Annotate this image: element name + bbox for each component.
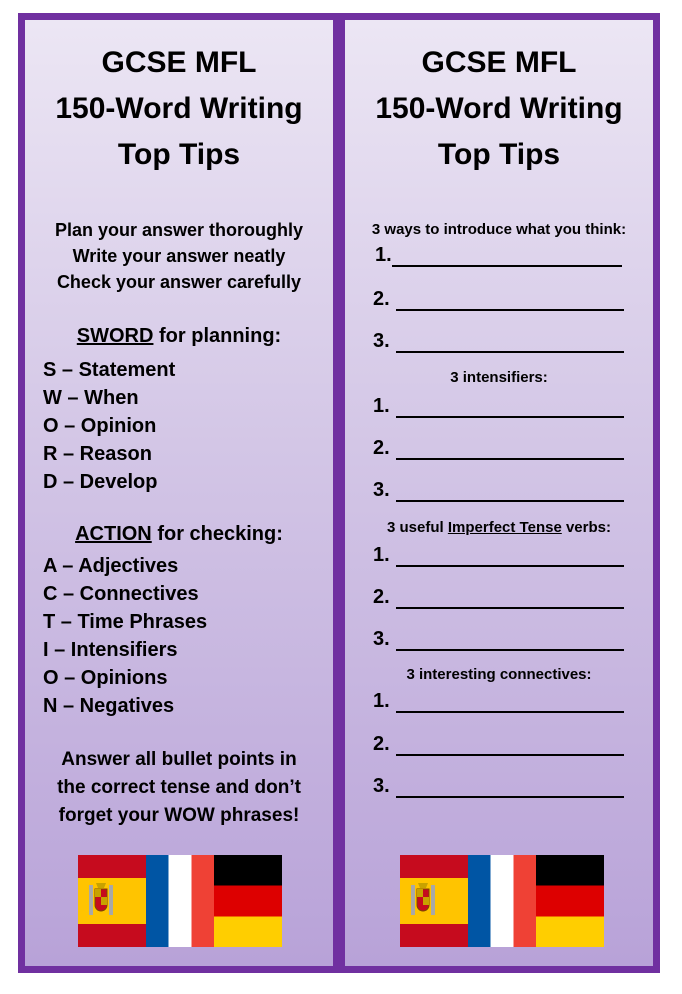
line-number: 1. [375,244,392,266]
left-bookmark [18,13,340,973]
blank-line [396,776,624,798]
line-number: 2. [373,437,390,459]
title-line: GCSE MFL [101,46,257,79]
closing-line: the correct tense and don’t [57,777,301,798]
list-item: S – Statement [43,359,176,381]
list-item: I – Intensifiers [43,639,178,661]
list-item: T – Time Phrases [43,611,208,633]
intro-line: Plan your answer thoroughly [54,220,304,240]
line-number: 3. [373,628,390,650]
answer-line-2[interactable] [373,437,624,460]
blank-line [396,629,624,651]
title-line: 150-Word Writing [375,92,623,125]
answer-line-3[interactable] [373,479,624,502]
germany-flag-icon [536,855,604,947]
intro-line: Write your answer neatly [72,246,286,266]
answer-line-3[interactable] [373,330,624,353]
answer-line-3[interactable] [373,628,624,651]
answer-line-1[interactable] [373,395,624,418]
line-number: 3. [373,330,390,352]
answer-line-2[interactable] [373,586,624,609]
section-heading [345,519,653,536]
line-number: 3. [373,479,390,501]
heading-part: 3 useful [387,519,448,536]
line-number: 3. [373,775,390,797]
list-item: O – Opinion [43,415,157,437]
intro-tips [25,217,333,295]
list-item: W – When [43,387,139,409]
section-heading: 3 interesting connectives: [406,666,592,683]
sword-heading-rest: for planning: [153,325,282,347]
coat-of-arms-icon [408,881,438,923]
heading-underlined: Imperfect Tense [447,519,562,536]
blank-line [396,734,624,756]
line-number: 2. [373,288,390,310]
list-item: O – Opinions [43,667,168,689]
blank-line [396,438,624,460]
sword-keyword: SWORD [76,325,154,347]
action-keyword: ACTION [75,523,152,545]
action-list [43,552,207,720]
closing-line: Answer all bullet points in [61,749,297,770]
title-line: GCSE MFL [421,46,577,79]
title-line: Top Tips [117,138,241,171]
list-item: R – Reason [43,443,152,465]
section-heading: 3 intensifiers: [450,369,548,386]
france-flag-icon [146,855,214,947]
line-number: 1. [373,690,390,712]
language-flags [400,855,604,947]
line-number: 2. [373,586,390,608]
title-line: 150-Word Writing [55,92,303,125]
blank-line [396,331,624,353]
sword-list [43,356,175,496]
answer-line-1[interactable] [375,244,622,267]
blank-line [396,691,624,713]
list-item: A – Adjectives [43,555,179,577]
blank-line [392,245,622,267]
left-title [25,40,333,178]
germany-flag-icon [214,855,282,947]
line-number: 1. [373,544,390,566]
answer-line-2[interactable] [373,733,624,756]
answer-line-3[interactable] [373,775,624,798]
blank-line [396,545,624,567]
action-heading-rest: for checking: [151,523,283,545]
list-item: C – Connectives [43,583,199,605]
language-flags [78,855,282,947]
answer-line-1[interactable] [373,544,624,567]
action-heading [25,523,333,546]
intro-line: Check your answer carefully [56,272,302,292]
closing-line: forget your WOW phrases! [58,805,300,826]
line-number: 1. [373,395,390,417]
spain-flag-icon [78,855,146,947]
coat-of-arms-icon [86,881,116,923]
list-item: D – Develop [43,471,158,493]
closing-tip [25,746,333,830]
blank-line [396,480,624,502]
blank-line [396,587,624,609]
spain-flag-icon [400,855,468,947]
list-item: N – Negatives [43,695,175,717]
answer-line-2[interactable] [373,288,624,311]
title-line: Top Tips [437,138,561,171]
blank-line [396,289,624,311]
answer-line-1[interactable] [373,690,624,713]
line-number: 2. [373,733,390,755]
blank-line [396,396,624,418]
sword-heading [25,325,333,348]
france-flag-icon [468,855,536,947]
heading-part: verbs: [561,519,611,536]
right-title [345,40,653,178]
right-bookmark [338,13,660,973]
section-heading: 3 ways to introduce what you think: [371,221,627,238]
